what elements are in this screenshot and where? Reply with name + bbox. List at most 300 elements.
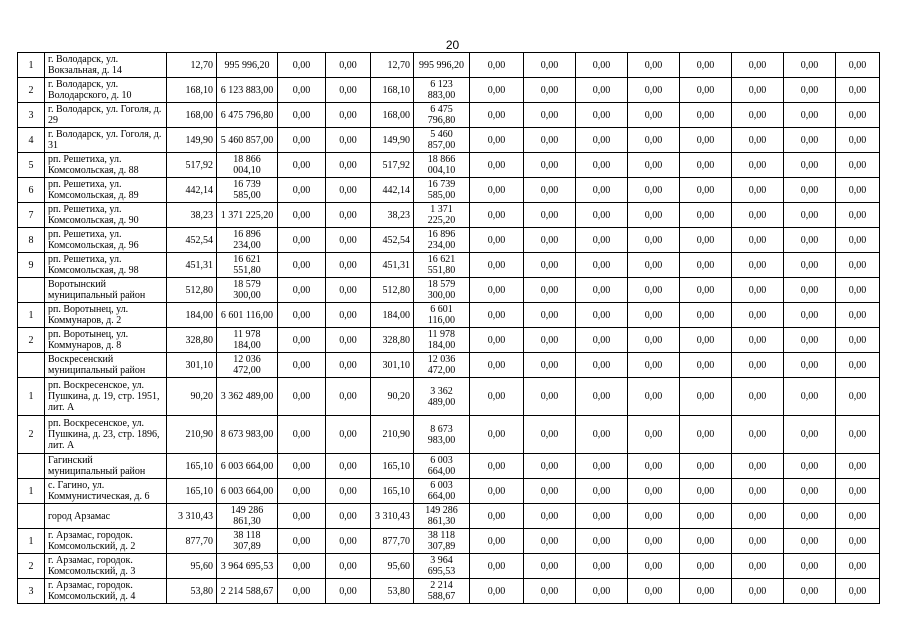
- row-number: 2: [18, 554, 45, 579]
- area-cell: 451,31: [371, 253, 414, 278]
- address-cell: рп. Воротынец, ул. Коммунаров, д. 8: [45, 328, 167, 353]
- value-cell: 0,00: [784, 328, 836, 353]
- value-cell: 0,00: [732, 303, 784, 328]
- value-cell: 0,00: [576, 554, 628, 579]
- value-cell: 0,00: [680, 529, 732, 554]
- cost-cell: 5 460 857,00: [217, 128, 278, 153]
- value-cell: 0,00: [524, 529, 576, 554]
- cost-cell: 12 036 472,00: [217, 353, 278, 378]
- value-cell: 0,00: [524, 203, 576, 228]
- value-cell: 0,00: [732, 554, 784, 579]
- value-cell: 0,00: [680, 353, 732, 378]
- area-cell: 451,31: [167, 253, 217, 278]
- value-cell: 0,00: [524, 328, 576, 353]
- value-cell: 0,00: [732, 353, 784, 378]
- value-cell: 0,00: [576, 378, 628, 416]
- cost-cell: 8 673 983,00: [414, 416, 470, 454]
- value-cell: 0,00: [524, 53, 576, 78]
- table-row: [18, 454, 880, 479]
- address-cell: рп. Решетиха, ул. Комсомольская, д. 89: [45, 178, 167, 203]
- area-cell: 53,80: [167, 579, 217, 604]
- value-cell: 0,00: [732, 579, 784, 604]
- value-cell: 0,00: [576, 529, 628, 554]
- value-cell: 0,00: [576, 53, 628, 78]
- value-cell: 0,00: [784, 53, 836, 78]
- value-cell: 0,00: [784, 579, 836, 604]
- value-cell: 0,00: [784, 416, 836, 454]
- value-cell: 0,00: [326, 128, 371, 153]
- value-cell: 0,00: [732, 529, 784, 554]
- table-row: [18, 128, 880, 153]
- value-cell: 0,00: [524, 128, 576, 153]
- cost-cell: 6 003 664,00: [414, 479, 470, 504]
- value-cell: 0,00: [524, 78, 576, 103]
- value-cell: 0,00: [524, 253, 576, 278]
- value-cell: 0,00: [836, 416, 880, 454]
- table-row: [18, 416, 880, 454]
- value-cell: 0,00: [836, 253, 880, 278]
- table-row: [18, 103, 880, 128]
- area-cell: 452,54: [167, 228, 217, 253]
- value-cell: 0,00: [732, 253, 784, 278]
- value-cell: 0,00: [278, 554, 326, 579]
- address-cell: Воскресенский муниципальный район: [45, 353, 167, 378]
- value-cell: 0,00: [576, 103, 628, 128]
- value-cell: 0,00: [732, 278, 784, 303]
- area-cell: 95,60: [167, 554, 217, 579]
- value-cell: 0,00: [628, 529, 680, 554]
- value-cell: 0,00: [732, 479, 784, 504]
- value-cell: 0,00: [628, 479, 680, 504]
- value-cell: 0,00: [470, 454, 524, 479]
- address-cell: рп. Воротынец, ул. Коммунаров, д. 2: [45, 303, 167, 328]
- value-cell: 0,00: [326, 153, 371, 178]
- table-row: [18, 529, 880, 554]
- area-cell: 877,70: [167, 529, 217, 554]
- value-cell: 0,00: [524, 278, 576, 303]
- address-cell: г. Арзамас, городок. Комсомольский, д. 2: [45, 529, 167, 554]
- area-cell: 301,10: [167, 353, 217, 378]
- area-cell: 442,14: [167, 178, 217, 203]
- table-row: [18, 278, 880, 303]
- value-cell: 0,00: [470, 529, 524, 554]
- value-cell: 0,00: [784, 278, 836, 303]
- value-cell: 0,00: [470, 103, 524, 128]
- value-cell: 0,00: [326, 416, 371, 454]
- area-cell: 12,70: [371, 53, 414, 78]
- area-cell: 210,90: [371, 416, 414, 454]
- value-cell: 0,00: [524, 579, 576, 604]
- cost-cell: 2 214 588,67: [414, 579, 470, 604]
- area-cell: 3 310,43: [167, 504, 217, 529]
- value-cell: 0,00: [470, 504, 524, 529]
- address-cell: г. Володарск, ул. Володарского, д. 10: [45, 78, 167, 103]
- value-cell: 0,00: [732, 228, 784, 253]
- value-cell: 0,00: [732, 153, 784, 178]
- value-cell: 0,00: [524, 378, 576, 416]
- value-cell: 0,00: [278, 529, 326, 554]
- value-cell: 0,00: [278, 203, 326, 228]
- cost-cell: 16 739 585,00: [414, 178, 470, 203]
- value-cell: 0,00: [576, 504, 628, 529]
- value-cell: 0,00: [732, 103, 784, 128]
- row-number: 3: [18, 103, 45, 128]
- cost-cell: 11 978 184,00: [414, 328, 470, 353]
- value-cell: 0,00: [576, 479, 628, 504]
- value-cell: 0,00: [680, 128, 732, 153]
- table-row: [18, 378, 880, 416]
- address-cell: Воротынский муниципальный район: [45, 278, 167, 303]
- table-body: [18, 53, 880, 604]
- value-cell: 0,00: [278, 278, 326, 303]
- value-cell: 0,00: [784, 529, 836, 554]
- value-cell: 0,00: [470, 579, 524, 604]
- value-cell: 0,00: [732, 203, 784, 228]
- value-cell: 0,00: [470, 328, 524, 353]
- address-cell: Гагинский муниципальный район: [45, 454, 167, 479]
- value-cell: 0,00: [524, 454, 576, 479]
- value-cell: 0,00: [326, 554, 371, 579]
- value-cell: 0,00: [784, 479, 836, 504]
- row-number: 4: [18, 128, 45, 153]
- value-cell: 0,00: [278, 178, 326, 203]
- row-number: 8: [18, 228, 45, 253]
- row-number: 2: [18, 416, 45, 454]
- address-cell: рп. Воскресенское, ул. Пушкина, д. 19, стр. 1951, лит. А: [45, 378, 167, 416]
- value-cell: 0,00: [326, 253, 371, 278]
- cost-cell: 16 621 551,80: [414, 253, 470, 278]
- value-cell: 0,00: [470, 228, 524, 253]
- value-cell: 0,00: [628, 328, 680, 353]
- page-number: 20: [445, 38, 460, 52]
- value-cell: 0,00: [680, 328, 732, 353]
- area-cell: 165,10: [371, 479, 414, 504]
- area-cell: 38,23: [371, 203, 414, 228]
- table-row: [18, 78, 880, 103]
- value-cell: 0,00: [326, 103, 371, 128]
- value-cell: 0,00: [576, 78, 628, 103]
- value-cell: 0,00: [680, 228, 732, 253]
- area-cell: 95,60: [371, 554, 414, 579]
- area-cell: 38,23: [167, 203, 217, 228]
- value-cell: 0,00: [680, 253, 732, 278]
- cost-cell: 6 123 883,00: [217, 78, 278, 103]
- value-cell: 0,00: [278, 228, 326, 253]
- value-cell: 0,00: [680, 479, 732, 504]
- value-cell: 0,00: [628, 103, 680, 128]
- value-cell: 0,00: [784, 554, 836, 579]
- value-cell: 0,00: [836, 128, 880, 153]
- row-number: [18, 504, 45, 529]
- value-cell: 0,00: [836, 579, 880, 604]
- value-cell: 0,00: [278, 303, 326, 328]
- value-cell: 0,00: [278, 53, 326, 78]
- area-cell: 168,00: [167, 103, 217, 128]
- cost-cell: 149 286 861,30: [217, 504, 278, 529]
- row-number: [18, 353, 45, 378]
- value-cell: 0,00: [576, 454, 628, 479]
- value-cell: 0,00: [836, 228, 880, 253]
- area-cell: 877,70: [371, 529, 414, 554]
- address-cell: рп. Решетиха, ул. Комсомольская, д. 96: [45, 228, 167, 253]
- cost-cell: 16 896 234,00: [217, 228, 278, 253]
- value-cell: 0,00: [278, 579, 326, 604]
- area-cell: 512,80: [167, 278, 217, 303]
- area-cell: 184,00: [167, 303, 217, 328]
- value-cell: 0,00: [680, 579, 732, 604]
- cost-cell: 149 286 861,30: [414, 504, 470, 529]
- value-cell: 0,00: [576, 328, 628, 353]
- cost-cell: 12 036 472,00: [414, 353, 470, 378]
- cost-cell: 3 362 489,00: [217, 378, 278, 416]
- table-row: [18, 353, 880, 378]
- row-number: 2: [18, 78, 45, 103]
- cost-cell: 16 621 551,80: [217, 253, 278, 278]
- area-cell: 452,54: [371, 228, 414, 253]
- value-cell: 0,00: [326, 53, 371, 78]
- value-cell: 0,00: [326, 529, 371, 554]
- address-cell: с. Гагино, ул. Коммунистическая, д. 6: [45, 479, 167, 504]
- row-number: 7: [18, 203, 45, 228]
- area-cell: 517,92: [371, 153, 414, 178]
- cost-cell: 1 371 225,20: [217, 203, 278, 228]
- cost-cell: 5 460 857,00: [414, 128, 470, 153]
- cost-cell: 6 003 664,00: [217, 479, 278, 504]
- housing-data-table: [17, 52, 880, 604]
- value-cell: 0,00: [278, 328, 326, 353]
- value-cell: 0,00: [732, 53, 784, 78]
- value-cell: 0,00: [524, 228, 576, 253]
- value-cell: 0,00: [326, 228, 371, 253]
- area-cell: 328,80: [371, 328, 414, 353]
- value-cell: 0,00: [628, 53, 680, 78]
- value-cell: 0,00: [576, 203, 628, 228]
- area-cell: 165,10: [371, 454, 414, 479]
- value-cell: 0,00: [836, 78, 880, 103]
- value-cell: 0,00: [326, 303, 371, 328]
- value-cell: 0,00: [680, 303, 732, 328]
- row-number: 6: [18, 178, 45, 203]
- area-cell: 90,20: [167, 378, 217, 416]
- value-cell: 0,00: [278, 504, 326, 529]
- table-row: [18, 203, 880, 228]
- cost-cell: 2 214 588,67: [217, 579, 278, 604]
- value-cell: 0,00: [784, 178, 836, 203]
- value-cell: 0,00: [628, 153, 680, 178]
- cost-cell: 8 673 983,00: [217, 416, 278, 454]
- area-cell: 517,92: [167, 153, 217, 178]
- row-number: 2: [18, 328, 45, 353]
- cost-cell: 3 964 695,53: [414, 554, 470, 579]
- row-number: 1: [18, 53, 45, 78]
- value-cell: 0,00: [680, 178, 732, 203]
- value-cell: 0,00: [470, 78, 524, 103]
- value-cell: 0,00: [326, 378, 371, 416]
- cost-cell: 995 996,20: [217, 53, 278, 78]
- value-cell: 0,00: [576, 178, 628, 203]
- cost-cell: 16 896 234,00: [414, 228, 470, 253]
- value-cell: 0,00: [576, 153, 628, 178]
- table-row: [18, 178, 880, 203]
- value-cell: 0,00: [628, 78, 680, 103]
- value-cell: 0,00: [470, 253, 524, 278]
- value-cell: 0,00: [278, 378, 326, 416]
- value-cell: 0,00: [784, 504, 836, 529]
- cost-cell: 16 739 585,00: [217, 178, 278, 203]
- cost-cell: 995 996,20: [414, 53, 470, 78]
- value-cell: 0,00: [524, 554, 576, 579]
- cost-cell: 38 118 307,89: [414, 529, 470, 554]
- value-cell: 0,00: [628, 454, 680, 479]
- value-cell: 0,00: [784, 253, 836, 278]
- value-cell: 0,00: [278, 78, 326, 103]
- value-cell: 0,00: [784, 203, 836, 228]
- address-cell: рп. Решетиха, ул. Комсомольская, д. 98: [45, 253, 167, 278]
- value-cell: 0,00: [576, 253, 628, 278]
- value-cell: 0,00: [326, 479, 371, 504]
- value-cell: 0,00: [326, 579, 371, 604]
- cost-cell: 6 475 796,80: [414, 103, 470, 128]
- row-number: 1: [18, 479, 45, 504]
- value-cell: 0,00: [576, 416, 628, 454]
- cost-cell: 38 118 307,89: [217, 529, 278, 554]
- value-cell: 0,00: [524, 178, 576, 203]
- value-cell: 0,00: [628, 278, 680, 303]
- value-cell: 0,00: [680, 378, 732, 416]
- row-number: [18, 454, 45, 479]
- value-cell: 0,00: [524, 353, 576, 378]
- value-cell: 0,00: [628, 416, 680, 454]
- value-cell: 0,00: [784, 454, 836, 479]
- value-cell: 0,00: [680, 554, 732, 579]
- value-cell: 0,00: [784, 78, 836, 103]
- area-cell: 442,14: [371, 178, 414, 203]
- value-cell: 0,00: [524, 504, 576, 529]
- value-cell: 0,00: [576, 353, 628, 378]
- value-cell: 0,00: [836, 504, 880, 529]
- value-cell: 0,00: [576, 579, 628, 604]
- value-cell: 0,00: [326, 178, 371, 203]
- table-row: [18, 53, 880, 78]
- row-number: 3: [18, 579, 45, 604]
- row-number: 1: [18, 303, 45, 328]
- value-cell: 0,00: [628, 504, 680, 529]
- area-cell: 168,00: [371, 103, 414, 128]
- value-cell: 0,00: [732, 454, 784, 479]
- value-cell: 0,00: [628, 203, 680, 228]
- cost-cell: 1 371 225,20: [414, 203, 470, 228]
- value-cell: 0,00: [326, 328, 371, 353]
- area-cell: 184,00: [371, 303, 414, 328]
- value-cell: 0,00: [326, 78, 371, 103]
- cost-cell: 6 475 796,80: [217, 103, 278, 128]
- value-cell: 0,00: [470, 378, 524, 416]
- value-cell: 0,00: [278, 128, 326, 153]
- value-cell: 0,00: [784, 228, 836, 253]
- cost-cell: 6 601 116,00: [414, 303, 470, 328]
- value-cell: 0,00: [470, 128, 524, 153]
- value-cell: 0,00: [732, 378, 784, 416]
- area-cell: 301,10: [371, 353, 414, 378]
- value-cell: 0,00: [524, 103, 576, 128]
- cost-cell: 6 601 116,00: [217, 303, 278, 328]
- value-cell: 0,00: [680, 203, 732, 228]
- address-cell: рп. Решетиха, ул. Комсомольская, д. 88: [45, 153, 167, 178]
- value-cell: 0,00: [628, 353, 680, 378]
- value-cell: 0,00: [576, 278, 628, 303]
- value-cell: 0,00: [732, 328, 784, 353]
- table-row: [18, 153, 880, 178]
- cost-cell: 11 978 184,00: [217, 328, 278, 353]
- area-cell: 168,10: [371, 78, 414, 103]
- cost-cell: 18 579 300,00: [217, 278, 278, 303]
- value-cell: 0,00: [680, 278, 732, 303]
- value-cell: 0,00: [732, 78, 784, 103]
- table-row: [18, 253, 880, 278]
- value-cell: 0,00: [836, 454, 880, 479]
- value-cell: 0,00: [524, 479, 576, 504]
- value-cell: 0,00: [576, 128, 628, 153]
- value-cell: 0,00: [680, 416, 732, 454]
- address-cell: г. Володарск, ул. Гоголя, д. 31: [45, 128, 167, 153]
- value-cell: 0,00: [680, 103, 732, 128]
- row-number: 5: [18, 153, 45, 178]
- value-cell: 0,00: [836, 529, 880, 554]
- value-cell: 0,00: [524, 303, 576, 328]
- area-cell: 53,80: [371, 579, 414, 604]
- address-cell: рп. Решетиха, ул. Комсомольская, д. 90: [45, 203, 167, 228]
- area-cell: 90,20: [371, 378, 414, 416]
- value-cell: 0,00: [326, 353, 371, 378]
- value-cell: 0,00: [680, 504, 732, 529]
- value-cell: 0,00: [784, 103, 836, 128]
- value-cell: 0,00: [836, 479, 880, 504]
- row-number: 1: [18, 529, 45, 554]
- address-cell: г. Арзамас, городок. Комсомольский, д. 4: [45, 579, 167, 604]
- row-number: 1: [18, 378, 45, 416]
- row-number: [18, 278, 45, 303]
- area-cell: 165,10: [167, 454, 217, 479]
- value-cell: 0,00: [278, 103, 326, 128]
- value-cell: 0,00: [836, 378, 880, 416]
- value-cell: 0,00: [628, 128, 680, 153]
- value-cell: 0,00: [576, 228, 628, 253]
- value-cell: 0,00: [680, 153, 732, 178]
- value-cell: 0,00: [836, 278, 880, 303]
- cost-cell: 6 003 664,00: [414, 454, 470, 479]
- area-cell: 512,80: [371, 278, 414, 303]
- value-cell: 0,00: [470, 153, 524, 178]
- value-cell: 0,00: [278, 454, 326, 479]
- value-cell: 0,00: [784, 378, 836, 416]
- value-cell: 0,00: [628, 228, 680, 253]
- value-cell: 0,00: [524, 153, 576, 178]
- value-cell: 0,00: [278, 153, 326, 178]
- value-cell: 0,00: [836, 328, 880, 353]
- value-cell: 0,00: [732, 178, 784, 203]
- value-cell: 0,00: [680, 78, 732, 103]
- value-cell: 0,00: [836, 53, 880, 78]
- table-row: [18, 579, 880, 604]
- value-cell: 0,00: [326, 504, 371, 529]
- value-cell: 0,00: [836, 103, 880, 128]
- area-cell: 3 310,43: [371, 504, 414, 529]
- value-cell: 0,00: [470, 416, 524, 454]
- value-cell: 0,00: [278, 253, 326, 278]
- value-cell: 0,00: [470, 479, 524, 504]
- value-cell: 0,00: [628, 378, 680, 416]
- value-cell: 0,00: [470, 178, 524, 203]
